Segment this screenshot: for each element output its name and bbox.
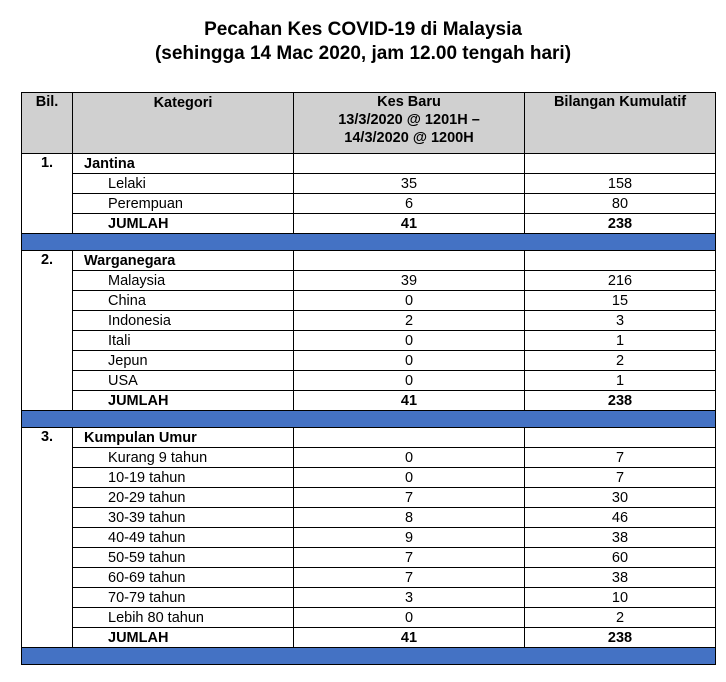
- section-header-row: [22, 154, 716, 174]
- page-title: Pecahan Kes COVID-19 di Malaysia: [204, 19, 522, 40]
- kumulatif-value: 30: [525, 488, 716, 508]
- bil-cell: [22, 628, 73, 648]
- category-label: 20-29 tahun: [73, 488, 294, 508]
- table-row: [22, 548, 716, 568]
- header-kes-baru-line3: 14/3/2020 @ 1200H: [344, 130, 474, 146]
- bil-cell: [22, 588, 73, 608]
- separator-bar: [22, 648, 716, 665]
- kes-baru-value: 0: [294, 291, 525, 311]
- table-row: [22, 608, 716, 628]
- category-label: Perempuan: [73, 194, 294, 214]
- header-kategori: Kategori: [73, 93, 294, 154]
- kumulatif-value: 46: [525, 508, 716, 528]
- table-row: [22, 448, 716, 468]
- covid-case-table: [21, 92, 716, 665]
- section-name: Jantina: [73, 154, 294, 174]
- kes-baru-value: 0: [294, 448, 525, 468]
- bil-cell: [22, 311, 73, 331]
- kes-baru-value: 2: [294, 311, 525, 331]
- kumulatif-value: 2: [525, 351, 716, 371]
- empty-cell: [525, 154, 716, 174]
- kes-baru-value: 41: [294, 214, 525, 234]
- category-label: 30-39 tahun: [73, 508, 294, 528]
- category-label: 10-19 tahun: [73, 468, 294, 488]
- section-header-row: [22, 428, 716, 448]
- category-label: 40-49 tahun: [73, 528, 294, 548]
- section-name: Warganegara: [73, 251, 294, 271]
- kes-baru-value: 8: [294, 508, 525, 528]
- section-number: 3.: [22, 428, 73, 448]
- kumulatif-value: 3: [525, 311, 716, 331]
- table-row: [22, 568, 716, 588]
- kes-baru-value: 39: [294, 271, 525, 291]
- empty-cell: [294, 428, 525, 448]
- total-row: [22, 391, 716, 411]
- kumulatif-value: 238: [525, 391, 716, 411]
- category-label: Lebih 80 tahun: [73, 608, 294, 628]
- kumulatif-value: 15: [525, 291, 716, 311]
- separator-bar: [22, 411, 716, 428]
- table-row: [22, 468, 716, 488]
- kumulatif-value: 7: [525, 468, 716, 488]
- section-name: Kumpulan Umur: [73, 428, 294, 448]
- kes-baru-value: 41: [294, 628, 525, 648]
- kes-baru-value: 6: [294, 194, 525, 214]
- table-row: [22, 371, 716, 391]
- total-row: [22, 214, 716, 234]
- table-row: [22, 174, 716, 194]
- table-row: [22, 488, 716, 508]
- total-row: [22, 628, 716, 648]
- bil-cell: [22, 548, 73, 568]
- table-row: [22, 331, 716, 351]
- kes-baru-value: 0: [294, 371, 525, 391]
- category-label: Lelaki: [73, 174, 294, 194]
- kumulatif-value: 38: [525, 528, 716, 548]
- bil-cell: [22, 371, 73, 391]
- category-label: 60-69 tahun: [73, 568, 294, 588]
- kes-baru-value: 7: [294, 488, 525, 508]
- kes-baru-value: 3: [294, 588, 525, 608]
- table-body: [22, 154, 716, 665]
- kes-baru-value: 0: [294, 608, 525, 628]
- bil-cell: [22, 568, 73, 588]
- total-label: JUMLAH: [73, 628, 294, 648]
- bil-cell: [22, 528, 73, 548]
- category-label: 50-59 tahun: [73, 548, 294, 568]
- kumulatif-value: 7: [525, 448, 716, 468]
- category-label: China: [73, 291, 294, 311]
- table-row: [22, 271, 716, 291]
- table-row: [22, 528, 716, 548]
- kumulatif-value: 216: [525, 271, 716, 291]
- bil-cell: [22, 174, 73, 194]
- bil-cell: [22, 508, 73, 528]
- bil-cell: [22, 194, 73, 214]
- kumulatif-value: 158: [525, 174, 716, 194]
- bil-cell: [22, 291, 73, 311]
- table-header-row: [22, 93, 716, 154]
- category-label: Malaysia: [73, 271, 294, 291]
- kes-baru-value: 41: [294, 391, 525, 411]
- bil-cell: [22, 214, 73, 234]
- table-row: [22, 291, 716, 311]
- category-label: USA: [73, 371, 294, 391]
- kumulatif-value: 60: [525, 548, 716, 568]
- kumulatif-value: 238: [525, 628, 716, 648]
- kumulatif-value: 1: [525, 331, 716, 351]
- bil-cell: [22, 351, 73, 371]
- category-label: Kurang 9 tahun: [73, 448, 294, 468]
- empty-cell: [525, 428, 716, 448]
- kes-baru-value: 7: [294, 568, 525, 588]
- header-kumulatif: Bilangan Kumulatif: [525, 93, 716, 154]
- kes-baru-value: 0: [294, 331, 525, 351]
- bil-cell: [22, 468, 73, 488]
- kes-baru-value: 0: [294, 351, 525, 371]
- header-kes-baru: [294, 93, 525, 154]
- category-label: Indonesia: [73, 311, 294, 331]
- page-subtitle: (sehingga 14 Mac 2020, jam 12.00 tengah hari): [154, 43, 572, 64]
- header-bil: Bil.: [22, 93, 73, 154]
- category-label: Jepun: [73, 351, 294, 371]
- bil-cell: [22, 488, 73, 508]
- kes-baru-value: 7: [294, 548, 525, 568]
- section-number: 1.: [22, 154, 73, 174]
- category-label: 70-79 tahun: [73, 588, 294, 608]
- kumulatif-value: 80: [525, 194, 716, 214]
- total-label: JUMLAH: [73, 391, 294, 411]
- section-number: 2.: [22, 251, 73, 271]
- category-label: Itali: [73, 331, 294, 351]
- kumulatif-value: 2: [525, 608, 716, 628]
- bil-cell: [22, 608, 73, 628]
- bil-cell: [22, 271, 73, 291]
- kes-baru-value: 9: [294, 528, 525, 548]
- separator-bar: [22, 234, 716, 251]
- kumulatif-value: 38: [525, 568, 716, 588]
- bil-cell: [22, 331, 73, 351]
- table-row: [22, 351, 716, 371]
- bil-cell: [22, 448, 73, 468]
- header-kes-baru-line2: 13/3/2020 @ 1201H –: [338, 112, 480, 128]
- section-separator: [22, 648, 716, 665]
- section-header-row: [22, 251, 716, 271]
- empty-cell: [294, 154, 525, 174]
- kumulatif-value: 1: [525, 371, 716, 391]
- empty-cell: [294, 251, 525, 271]
- table-row: [22, 311, 716, 331]
- bil-cell: [22, 391, 73, 411]
- kumulatif-value: 10: [525, 588, 716, 608]
- table-row: [22, 508, 716, 528]
- table-row: [22, 194, 716, 214]
- table-row: [22, 588, 716, 608]
- section-separator: [22, 411, 716, 428]
- empty-cell: [525, 251, 716, 271]
- section-separator: [22, 234, 716, 251]
- kes-baru-value: 35: [294, 174, 525, 194]
- total-label: JUMLAH: [73, 214, 294, 234]
- header-kes-baru-line1: Kes Baru: [377, 94, 441, 110]
- kumulatif-value: 238: [525, 214, 716, 234]
- kes-baru-value: 0: [294, 468, 525, 488]
